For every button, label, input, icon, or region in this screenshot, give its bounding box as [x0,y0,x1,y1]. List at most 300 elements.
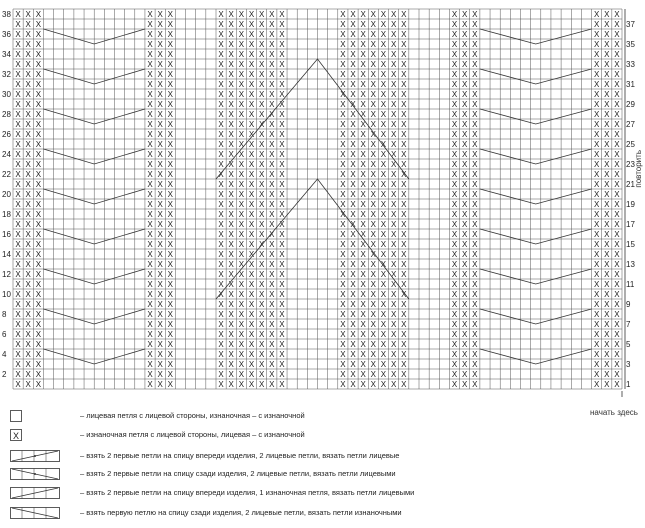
cable-back-1-icon [10,507,60,519]
purl-x-mark: X [401,150,407,159]
purl-x-mark: X [147,210,153,219]
purl-x-mark: X [614,190,620,199]
purl-x-mark: X [340,190,346,199]
row-number-right: 3 [626,360,631,369]
purl-x-mark: X [614,50,620,59]
purl-x-mark: X [401,250,407,259]
purl-x-mark: X [350,70,356,79]
purl-x-mark: X [360,180,366,189]
purl-x-mark: X [380,280,387,289]
row-number-right: 5 [626,340,631,349]
purl-x-mark: X [390,80,397,89]
purl-x-mark: X [350,250,356,259]
purl-x-mark: X [390,150,397,159]
purl-x-mark: X [228,310,234,319]
purl-x-mark: X [370,60,376,69]
cable-line [480,269,592,284]
purl-x-mark: X [269,190,275,199]
row-number-right: 9 [626,300,631,309]
purl-x-mark: X [35,380,42,389]
purl-x-mark: X [390,310,397,319]
purl-x-mark: X [25,10,31,19]
purl-x-mark: X [269,200,275,209]
purl-x-mark: X [370,290,376,299]
purl-x-mark: X [15,100,21,109]
purl-x-mark: X [238,270,245,279]
purl-x-mark: X [390,370,397,379]
purl-x-mark: X [370,20,376,29]
purl-x-mark: X [167,170,173,179]
purl-x-mark: X [360,290,366,299]
purl-x-mark: X [147,360,153,369]
purl-x-mark: X [238,320,245,329]
purl-x-mark: X [15,130,21,139]
purl-x-mark: X [238,140,245,149]
purl-x-mark: X [380,70,387,79]
purl-x-mark: X [370,310,376,319]
purl-x-mark: X [401,300,407,309]
purl-x-mark: X [248,90,255,99]
purl-x-mark: X [360,80,366,89]
purl-x-mark: X [360,230,366,239]
purl-x-mark: X [614,130,620,139]
purl-x-mark: X [614,320,620,329]
purl-x-mark: X [218,80,224,89]
purl-x-mark: X [451,350,458,359]
purl-x-mark: X [269,170,275,179]
purl-x-mark: X [35,230,42,239]
purl-x-mark: X [167,310,173,319]
purl-x-mark: X [390,290,397,299]
purl-x-mark: X [259,220,265,229]
purl-x-mark: X [472,60,478,69]
purl-x-mark: X [259,270,265,279]
purl-x-mark: X [238,180,245,189]
purl-x-mark: X [604,80,610,89]
purl-x-mark: X [269,250,275,259]
purl-x-mark: X [390,100,397,109]
purl-x-mark: X [593,180,600,189]
purl-x-mark: X [462,80,468,89]
purl-x-mark: X [380,40,387,49]
purl-x-mark: X [451,90,458,99]
purl-x-mark: X [15,20,21,29]
purl-x-mark: X [380,320,387,329]
purl-x-mark: X [15,370,21,379]
purl-x-mark: X [390,220,397,229]
purl-x-mark: X [25,200,31,209]
purl-x-mark: X [218,90,224,99]
purl-x-mark: X [147,130,153,139]
purl-x-mark: X [15,260,21,269]
purl-x-mark: X [390,40,397,49]
purl-x-mark: X [157,240,163,249]
purl-x-mark: X [167,200,173,209]
purl-x-mark: X [472,320,478,329]
purl-x-mark: X [35,140,42,149]
purl-x-mark: X [147,60,153,69]
purl-x-mark: X [279,270,285,279]
purl-x-mark: X [228,70,234,79]
purl-x-mark: X [259,290,265,299]
purl-x-mark: X [604,200,610,209]
purl-x-mark: X [238,130,245,139]
purl-x-mark: X [472,10,478,19]
purl-x-mark: X [218,290,224,299]
purl-x-mark: X [157,60,163,69]
purl-x-mark: X [472,70,478,79]
purl-x-mark: X [451,280,458,289]
purl-x-mark: X [401,370,407,379]
purl-x-mark: X [604,180,610,189]
purl-x-mark: X [360,300,366,309]
purl-x-mark: X [228,180,234,189]
purl-x-mark: X [380,110,387,119]
purl-x-mark: X [614,170,620,179]
purl-x-mark: X [390,140,397,149]
purl-x-mark: X [472,40,478,49]
purl-x-mark: X [218,180,224,189]
legend-row [10,485,60,501]
purl-x-mark: X [218,240,224,249]
purl-x-mark: X [228,320,234,329]
purl-x-mark: X [167,10,173,19]
row-number-left: 34 [2,50,11,59]
purl-x-mark: X [340,210,346,219]
purl-x-mark: X [167,330,173,339]
purl-x-mark: X [259,300,265,309]
purl-x-mark: X [593,350,600,359]
row-number-right: 35 [626,40,635,49]
purl-x-mark: X [360,140,366,149]
purl-x-mark: X [350,240,356,249]
purl-x-mark: X [157,350,163,359]
purl-x-mark: X [228,340,234,349]
purl-x-mark: X [462,330,468,339]
purl-x-mark: X [218,110,224,119]
purl-x-mark: X [390,200,397,209]
purl-x-mark: X [472,300,478,309]
purl-x-mark: X [360,310,366,319]
purl-x-mark: X [360,320,366,329]
purl-x-mark: X [15,210,21,219]
purl-x-mark: X [451,80,458,89]
purl-x-mark: X [228,260,234,269]
purl-x-mark: X [593,280,600,289]
purl-x-mark: X [604,140,610,149]
row-number-left: 12 [2,270,11,279]
purl-x-mark: X [390,190,397,199]
row-number-right: 17 [626,220,635,229]
purl-x-mark: X [147,380,153,389]
purl-x-mark: X [147,140,153,149]
purl-x-mark: X [25,180,31,189]
row-number-left: 2 [2,370,7,379]
purl-x-mark: X [157,380,163,389]
purl-x-mark: X [269,120,275,129]
purl-x-mark: X [370,270,376,279]
cable-line [480,109,592,124]
purl-x-mark: X [340,70,346,79]
purl-x-mark: X [472,210,478,219]
purl-x-mark: X [248,220,255,229]
purl-x-mark: X [370,350,376,359]
purl-x-mark: X [604,310,610,319]
purl-x-mark: X [15,290,21,299]
purl-x-mark: X [604,320,610,329]
purl-x-mark: X [380,340,387,349]
purl-x-mark: X [157,220,163,229]
legend-row [10,408,22,424]
purl-x-mark: X [157,120,163,129]
purl-x-mark: X [147,270,153,279]
purl-x-mark: X [401,20,407,29]
purl-x-mark: X [401,350,407,359]
purl-x-mark: X [35,220,42,229]
purl-x-mark: X [472,280,478,289]
purl-x-mark: X [218,210,224,219]
purl-x-mark: X [593,40,600,49]
purl-x-mark: X [593,100,600,109]
purl-x-mark: X [360,200,366,209]
purl-x-mark: X [451,290,458,299]
purl-x-mark: X [218,300,224,309]
legend-row [10,448,60,464]
purl-x-mark: X [350,110,356,119]
purl-x-mark: X [593,30,600,39]
purl-x-mark: X [380,10,387,19]
purl-x-mark: X [218,30,224,39]
purl-x-mark: X [360,40,366,49]
purl-x-mark: X [472,20,478,29]
purl-x-mark: X [370,380,376,389]
row-number-right: 15 [626,240,635,249]
purl-x-mark: X [380,240,387,249]
purl-x-mark: X [248,70,255,79]
purl-x-mark: X [380,310,387,319]
purl-x-mark: X [248,50,255,59]
purl-x-mark: X [25,150,31,159]
purl-x-mark: X [259,10,265,19]
purl-x-mark: X [593,250,600,259]
purl-x-mark: X [228,130,234,139]
purl-x-mark: X [279,240,285,249]
purl-x-mark: X [614,100,620,109]
purl-x-mark: X [35,280,42,289]
purl-x-mark: X [269,370,275,379]
purl-x-mark: X [614,70,620,79]
purl-x-mark: X [451,70,458,79]
purl-x-mark: X [238,120,245,129]
purl-x-mark: X [462,30,468,39]
purl-x-mark: X [269,330,275,339]
x-square-icon [10,429,22,441]
purl-x-mark: X [390,170,397,179]
purl-x-mark: X [350,300,356,309]
purl-x-mark: X [462,270,468,279]
legend-text: – взять 2 первые петли на спицу впереди изделия, 2 лицевые петли, вязать петли лицевые [80,451,400,460]
cable-line [480,189,592,204]
purl-x-mark: X [15,270,21,279]
purl-x-mark: X [218,320,224,329]
purl-x-mark: X [350,170,356,179]
purl-x-mark: X [25,170,31,179]
purl-x-mark: X [472,130,478,139]
purl-x-mark: X [340,100,346,109]
purl-x-mark: X [451,370,458,379]
purl-x-mark: X [340,110,346,119]
purl-x-mark: X [350,270,356,279]
purl-x-mark: X [279,210,285,219]
purl-x-mark: X [167,120,173,129]
purl-x-mark: X [269,320,275,329]
purl-x-mark: X [259,160,265,169]
purl-x-mark: X [390,330,397,339]
purl-x-mark: X [218,70,224,79]
start-here-label: начать здесь [590,408,638,417]
purl-x-mark: X [15,120,21,129]
purl-x-mark: X [390,320,397,329]
purl-x-mark: X [360,60,366,69]
purl-x-mark: X [147,260,153,269]
purl-x-mark: X [167,340,173,349]
purl-x-mark: X [167,40,173,49]
purl-x-mark: X [593,310,600,319]
purl-x-mark: X [35,350,42,359]
purl-x-mark: X [401,310,407,319]
purl-x-mark: X [218,380,224,389]
purl-x-mark: X [279,340,285,349]
purl-x-mark: X [390,280,397,289]
purl-x-mark: X [390,30,397,39]
purl-x-mark: X [340,240,346,249]
cable-line [480,29,592,44]
purl-x-mark: X [451,200,458,209]
purl-x-mark: X [472,340,478,349]
purl-x-mark: X [593,210,600,219]
purl-x-mark: X [157,330,163,339]
purl-x-mark: X [279,10,285,19]
purl-x-mark: X [35,120,42,129]
purl-x-mark: X [462,90,468,99]
purl-x-mark: X [462,200,468,209]
purl-x-mark: X [614,210,620,219]
purl-x-mark: X [472,260,478,269]
purl-x-mark: X [350,160,356,169]
purl-x-mark: X [228,10,234,19]
purl-x-mark: X [259,180,265,189]
purl-x-mark: X [279,30,285,39]
purl-x-mark: X [380,50,387,59]
purl-x-mark: X [238,230,245,239]
purl-x-mark: X [350,150,356,159]
purl-x-mark: X [279,40,285,49]
purl-x-mark: X [451,260,458,269]
purl-x-mark: X [462,310,468,319]
purl-x-mark: X [167,100,173,109]
purl-x-mark: X [390,240,397,249]
purl-x-mark: X [593,320,600,329]
purl-x-mark: X [380,220,387,229]
purl-x-mark: X [25,340,31,349]
purl-x-mark: X [228,210,234,219]
purl-x-mark: X [604,250,610,259]
purl-x-mark: X [340,180,346,189]
purl-x-mark: X [380,260,387,269]
purl-x-mark: X [269,350,275,359]
purl-x-mark: X [593,50,600,59]
purl-x-mark: X [380,60,387,69]
purl-x-mark: X [259,280,265,289]
purl-x-mark: X [35,100,42,109]
purl-x-mark: X [269,110,275,119]
purl-x-mark: X [25,190,31,199]
purl-x-mark: X [167,210,173,219]
row-number-left: 8 [2,310,7,319]
purl-x-mark: X [248,380,255,389]
purl-x-mark: X [340,40,346,49]
row-number-right: 21 [626,180,635,189]
purl-x-mark: X [238,220,245,229]
purl-x-mark: X [157,20,163,29]
purl-x-mark: X [35,370,42,379]
purl-x-mark: X [350,100,356,109]
purl-x-mark: X [15,140,21,149]
purl-x-mark: X [157,230,163,239]
purl-x-mark: X [279,300,285,309]
row-number-left: 36 [2,30,11,39]
cable-line [480,149,592,164]
purl-x-mark: X [25,300,31,309]
purl-x-mark: X [462,360,468,369]
purl-x-mark: X [614,150,620,159]
purl-x-mark: X [462,230,468,239]
purl-x-mark: X [380,150,387,159]
purl-x-mark: X [269,30,275,39]
purl-x-mark: X [269,80,275,89]
purl-x-mark: X [451,130,458,139]
purl-x-mark: X [248,30,255,39]
purl-x-mark: X [238,100,245,109]
purl-x-mark: X [147,80,153,89]
purl-x-mark: X [360,220,366,229]
purl-x-mark: X [350,280,356,289]
purl-x-mark: X [228,150,234,159]
purl-x-mark: X [25,20,31,29]
purl-x-mark: X [380,130,387,139]
purl-x-mark: X [35,50,42,59]
purl-x-mark: X [218,10,224,19]
purl-x-mark: X [462,300,468,309]
purl-x-mark: X [401,100,407,109]
purl-x-mark: X [25,360,31,369]
purl-x-mark: X [248,120,255,129]
purl-x-mark: X [259,320,265,329]
purl-x-mark: X [15,90,21,99]
purl-x-mark: X [390,300,397,309]
purl-x-mark: X [390,380,397,389]
purl-x-mark: X [248,130,255,139]
purl-x-mark: X [218,160,224,169]
purl-x-mark: X [462,220,468,229]
purl-x-mark: X [614,230,620,239]
purl-x-mark: X [25,110,31,119]
purl-x-mark: X [390,70,397,79]
purl-x-mark: X [614,380,620,389]
purl-x-mark: X [147,20,153,29]
purl-x-mark: X [218,250,224,259]
purl-x-mark: X [350,80,356,89]
